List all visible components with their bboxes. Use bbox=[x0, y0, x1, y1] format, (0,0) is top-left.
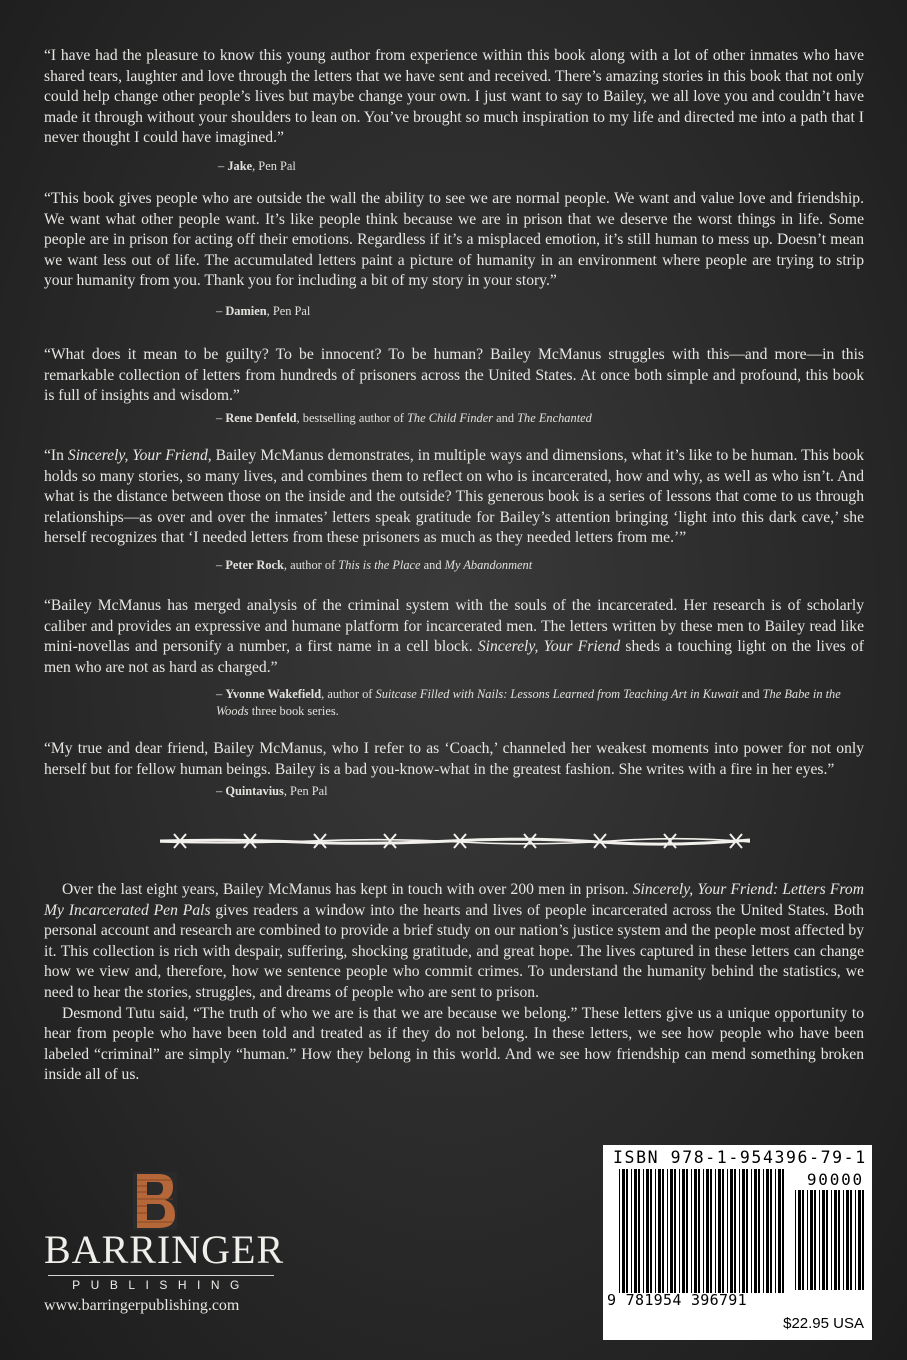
attribution-peter-rock: – Peter Rock, author of This is the Place and My Abandonment bbox=[216, 558, 533, 572]
description-paragraph: Desmond Tutu said, “The truth of who we are is that we are because we belong.” These letters give us a unique opportunity to hear from people who have been told and treated as if they do not belong. In these letters, we see how people who have been labeled “criminal” are simply “human.” How they belong in this world. And we see how friendship can mend something broken inside all of us. bbox=[44, 1004, 864, 1084]
attribution-rene-denfeld: – Rene Denfeld, bestselling author of The Child Finder and The Enchanted bbox=[216, 411, 592, 425]
blurb-rene-denfeld: “What does it mean to be guilty? To be innocent? To be human? Bailey McManus struggles with this—and more—in this remarkable collection of letters from hundreds of prisoners across the United States. At once both simple and profound, this book is full of insights and wisdom.” bbox=[44, 346, 864, 405]
attribution-yvonne-wakefield: – Yvonne Wakefield, author of Suitcase Filled with Nails: Lessons Learned from Teaching Art in Kuwait and The Babe in the Woods three book series. bbox=[216, 687, 841, 718]
publisher-logo-b-icon bbox=[133, 1172, 177, 1230]
isbn-label: ISBN 978-1-954396-79-1 bbox=[613, 1148, 867, 1167]
blurb-peter-rock: “In Sincerely, Your Friend, Bailey McManus demonstrates, in multiple ways and dimensions, what it’s like to be human. This book holds so many stories, so many lives, and combines them to reflect on who is incarcerated, how and why, as well as who isn’t. And what is the distance between those on the inside and the outside? This generous book is a series of lessons that come to us through relationships—as over and over the inmates’ letters speak gratitude for Bailey’s attention bringing ‘light into this dark cave,’ she herself recognizes that ‘I needed letters from these prisoners as much as they needed letters from me.’” bbox=[44, 447, 864, 547]
attribution-jake: – Jake, Pen Pal bbox=[218, 159, 296, 173]
book-description bbox=[44, 880, 864, 1086]
attribution-quintavius: – Quintavius, Pen Pal bbox=[216, 784, 328, 798]
blurb-yvonne-wakefield: “Bailey McManus has merged analysis of the criminal system with the souls of the incarcerated. Her research is of scholarly caliber and provides an expressive and humane platform for incarcerated men. The letters written by these men to Bailey read like mini-novellas and personify a number, a first name in a cell block. Sincerely, Your Friend sheds a touching light on the lives of men who are not as hard as charged.” bbox=[44, 597, 864, 676]
publisher-subtitle: PUBLISHING bbox=[48, 1275, 274, 1292]
blurb-quintavius: “My true and dear friend, Bailey McManus, who I refer to as ‘Coach,’ channeled her weakest moments into power for not only herself but for fellow human beings. Bailey is a bad you-know-what in the greatest fashion. She writes with a fire in her eyes.” bbox=[44, 740, 864, 778]
price-code: 90000 bbox=[806, 1170, 864, 1189]
price: $22.95 USA bbox=[783, 1315, 864, 1332]
blurb-damien: “This book gives people who are outside the wall the ability to see we are normal people. We want and value love and friendship. We want what other people want. It’s like people think because we are in prison that we deserve the worst things in life. Some people are in prison for acting off their emotions. Regardless if it’s a misplaced emotion, it’s still human to mess up. Doesn’t mean we want less out of life. The accumulated letters paint a picture of humanity in an environment where people are trying to strip your humanity from you. Thank you for including a bit of my story in your story.” bbox=[44, 190, 864, 290]
ean-barcode-bars bbox=[617, 1169, 787, 1293]
attribution-damien: – Damien, Pen Pal bbox=[216, 304, 311, 318]
description-paragraph: Over the last eight years, Bailey McManus has kept in touch with over 200 men in prison. Sincerely, Your Friend: Letters From My Incarcerated Pen Pals gives readers a window into the hearts and lives of people incarcerated across the United States. Both personal account and research are combined to provide a brief study on our nation’s justice system and the people most affected by it. This collection is rich with despair, suffering, shocking gratitude, and great hope. The lives captured in these letters can change how we view and, therefore, how we sentence people who commit crimes. To understand the humanity behind the statistics, we need to hear the stories, struggles, and dreams of people who are sent to prison. bbox=[44, 881, 865, 1001]
blurb-jake: “I have had the pleasure to know this young author from experience within this book along with a lot of other inmates who have shared tears, laughter and love through the letters that we have sent and received. There’s amazing stories in this book that not only could help change other people’s lives but maybe change your own. I just want to say to Bailey, we all love you and couldn’t have made it through without your shoulders to lean on. You’ve brought so much inspiration to my life and directed me into a path that I never thought I could have imagined.” bbox=[44, 47, 864, 147]
barbed-wire-divider bbox=[160, 830, 750, 852]
addon-barcode-bars bbox=[793, 1190, 865, 1290]
publisher-url[interactable]: www.barringerpublishing.com bbox=[44, 1297, 240, 1314]
isbn-barcode bbox=[603, 1145, 872, 1340]
ean-digits: 9 781954 396791 bbox=[607, 1291, 747, 1309]
publisher-name: BARRINGER bbox=[44, 1227, 285, 1272]
